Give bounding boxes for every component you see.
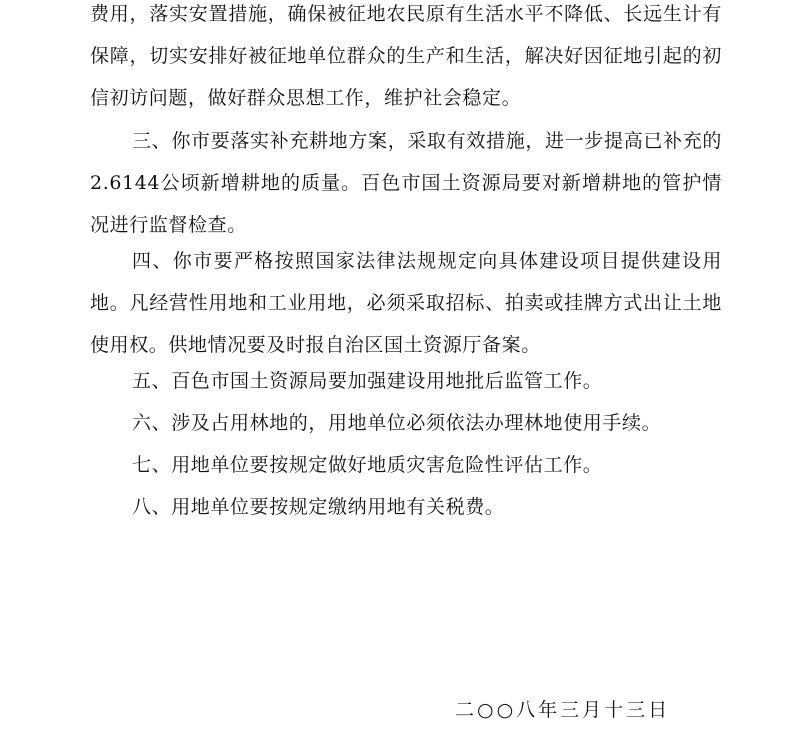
paragraph-item-7: 七、用地单位要按规定做好地质灾害危险性评估工作。 [132, 454, 603, 476]
paragraph-continuation: 费用，落实安置措施，确保被征地农民原有生活水平不降低、长远生计有保障，切实安排好被征地单位群众的生产和生活，解决好因征地引起的初信初访问题，做好群众思想工作，维护社会稳定。 [90, 3, 722, 109]
paragraph-item-5: 五、百色市国土资源局要加强建设用地批后监管工作。 [132, 370, 603, 392]
paragraph-item-6: 六、涉及占用林地的，用地单位必须依法办理林地使用手续。 [132, 412, 662, 434]
paragraph-item-3: 三、你市要落实补充耕地方案，采取有效措施，进一步提高已补充的2.6144公顷新增耕地的质量。百色市国土资源局要对新增耕地的管护情况进行监督检查。 [90, 130, 722, 236]
document-date: 二○○八年三月十三日 [455, 699, 671, 721]
paragraph-item-8: 八、用地单位要按规定缴纳用地有关税费。 [132, 496, 505, 518]
paragraph-item-4: 四、你市要严格按照国家法律法规规定向具体建设项目提供建设用地。凡经营性用地和工业用地，必须采取招标、拍卖或挂牌方式出让土地使用权。供地情况要及时报自治区国土资源厅备案。 [90, 250, 722, 356]
